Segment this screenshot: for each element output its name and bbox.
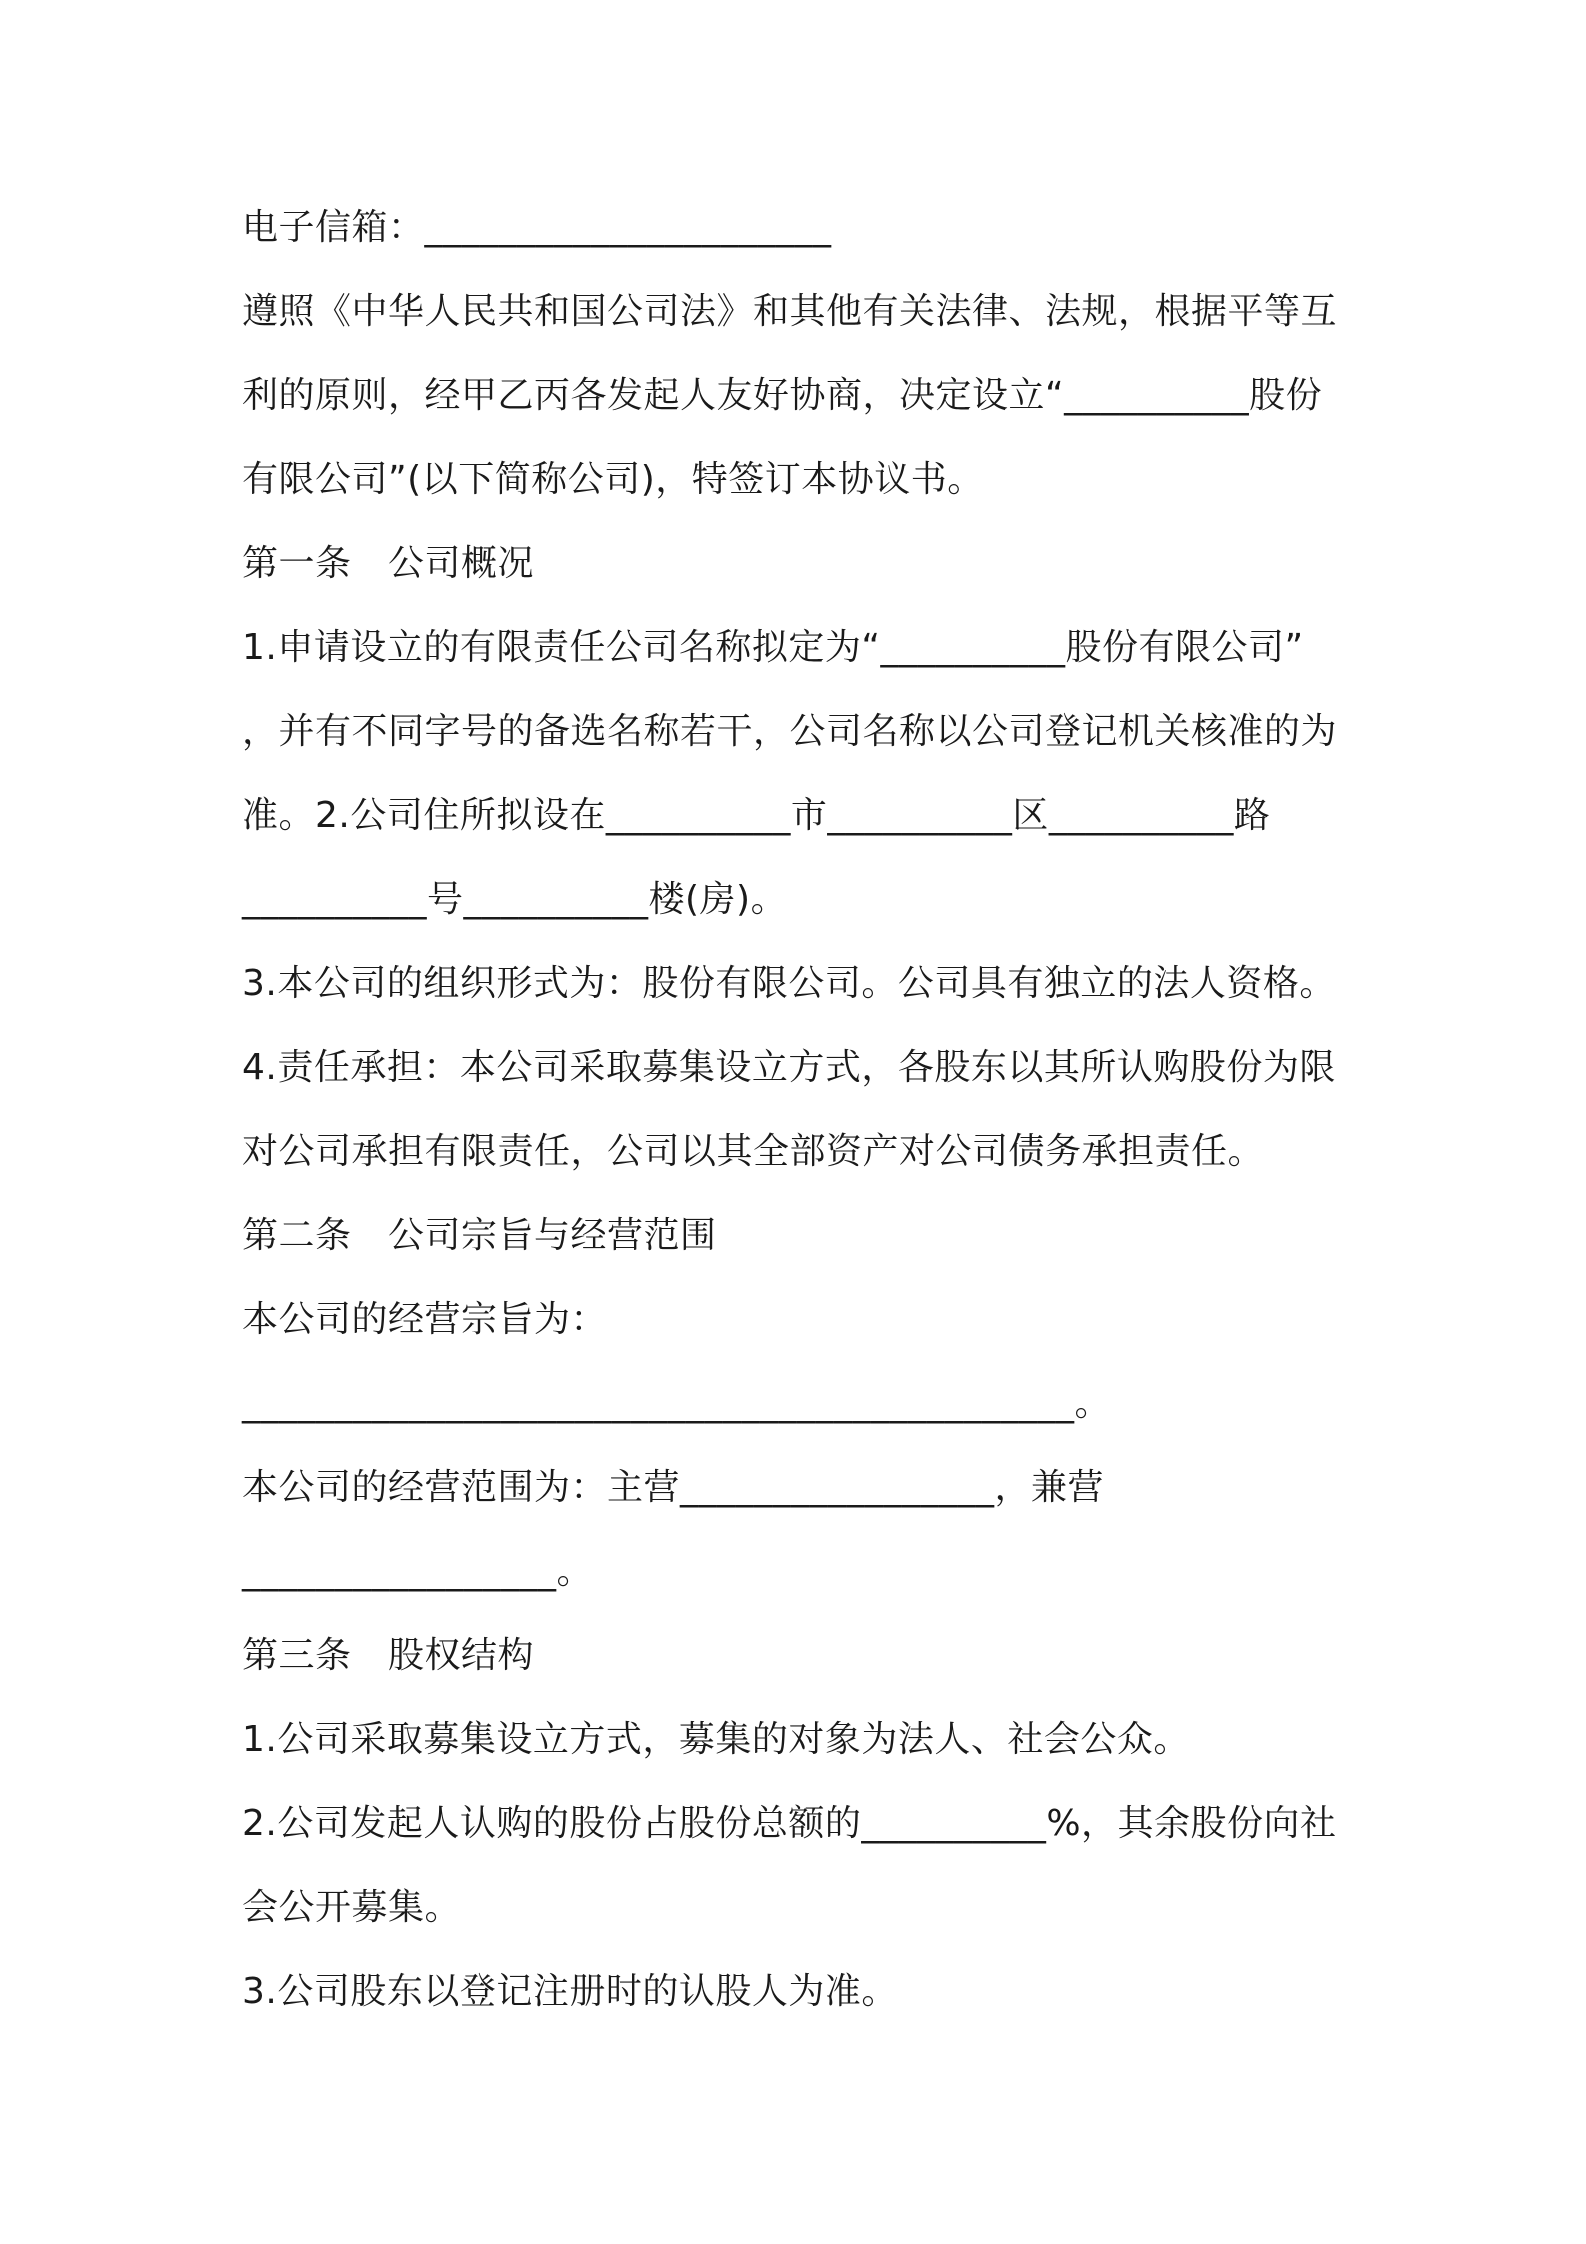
article-2-scope-cont: _________________。 <box>242 1551 593 1592</box>
article-1-heading: 第一条 公司概况 <box>242 543 535 584</box>
article-1-para-4-cont: 对公司承担有限责任，公司以其全部资产对公司债务承担责任。 <box>242 1131 1265 1172</box>
article-1-para-1-cont: ，并有不同字号的备选名称若干，公司名称以公司登记机关核准的为 <box>242 711 1338 752</box>
article-1-para-2: 准。2.公司住所拟设在__________市__________区__________路 <box>242 795 1271 836</box>
article-2-purpose-label: 本公司的经营宗旨为： <box>242 1299 608 1340</box>
article-1-para-1: 1.申请设立的有限责任公司名称拟定为“__________股份有限公司” <box>242 627 1304 668</box>
preamble-line-3: 有限公司”(以下简称公司)，特签订本协议书。 <box>242 459 984 500</box>
article-1-para-4: 4.责任承担：本公司采取募集设立方式，各股东以其所认购股份为限 <box>242 1047 1336 1088</box>
article-2-scope: 本公司的经营范围为：主营_________________，兼营 <box>242 1467 1105 1508</box>
article-2-purpose-blank: _____________________________________________。 <box>242 1383 1111 1424</box>
article-3-para-2: 2.公司发起人认购的股份占股份总额的__________%，其余股份向社 <box>242 1803 1337 1844</box>
article-1-para-3: 3.本公司的组织形式为：股份有限公司。公司具有独立的法人资格。 <box>242 963 1336 1004</box>
email-field-line: 电子信箱：______________________ <box>242 207 832 248</box>
article-3-para-2-cont: 会公开募集。 <box>242 1887 462 1928</box>
article-2-heading: 第二条 公司宗旨与经营范围 <box>242 1215 717 1256</box>
article-3-para-3: 3.公司股东以登记注册时的认股人为准。 <box>242 1971 898 2012</box>
preamble-line-2: 利的原则，经甲乙丙各发起人友好协商，决定设立“__________股份 <box>242 375 1323 416</box>
article-3-heading: 第三条 股权结构 <box>242 1635 535 1676</box>
article-1-para-2-cont: __________号__________楼(房)。 <box>242 879 788 920</box>
preamble-line-1: 遵照《中华人民共和国公司法》和其他有关法律、法规，根据平等互 <box>242 291 1338 332</box>
article-3-para-1: 1.公司采取募集设立方式，募集的对象为法人、社会公众。 <box>242 1719 1190 1760</box>
